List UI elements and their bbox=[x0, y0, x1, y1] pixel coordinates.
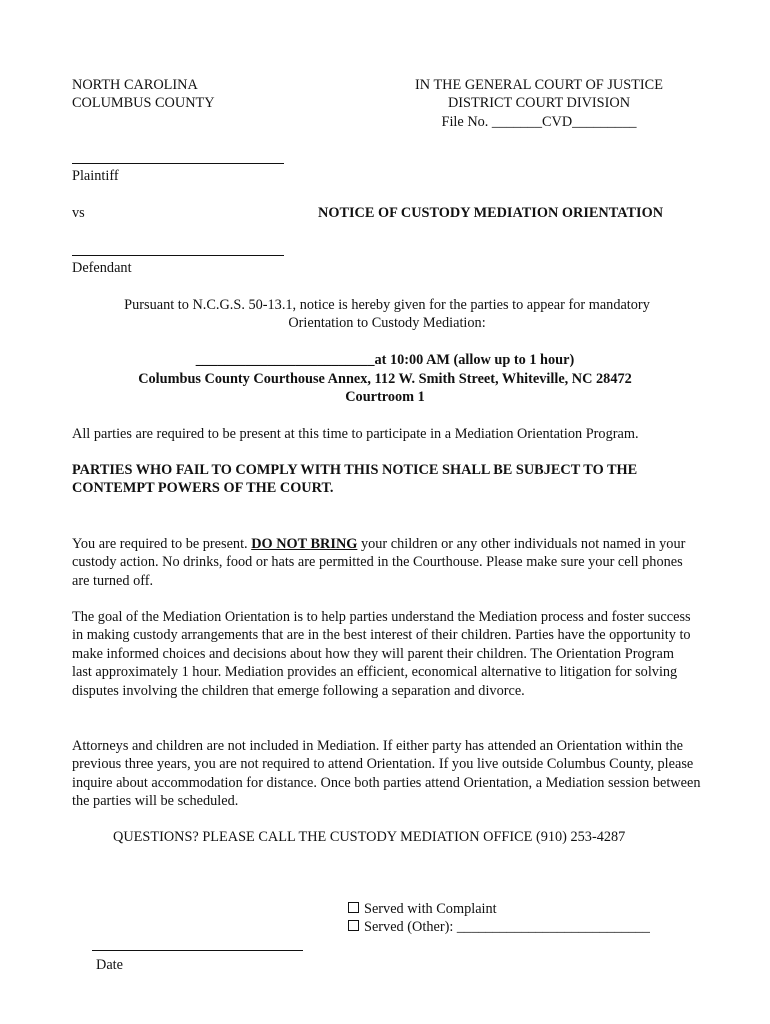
defendant-label: Defendant bbox=[72, 260, 132, 276]
county-label: COLUMBUS COUNTY bbox=[72, 95, 215, 111]
attendance-requirement: All parties are required to be present at this time to participate in a Mediation Orientation Program. bbox=[72, 426, 639, 442]
notice-title: NOTICE OF CUSTODY MEDIATION ORIENTATION bbox=[318, 205, 664, 221]
served-other-label: Served (Other): ___________________________ bbox=[364, 919, 650, 935]
served-other-checkbox[interactable] bbox=[348, 920, 359, 931]
served-with-complaint-option[interactable] bbox=[348, 900, 497, 918]
court-name: IN THE GENERAL COURT OF JUSTICE bbox=[415, 77, 663, 93]
served-with-complaint-checkbox[interactable] bbox=[348, 902, 359, 913]
questions-contact: QUESTIONS? PLEASE CALL THE CUSTODY MEDIATION OFFICE (910) 253-4287 bbox=[113, 829, 626, 845]
goal-paragraph: The goal of the Mediation Orientation is to help parties understand the Mediation process and foster success in making custody arrangements that are in the best interest of their children. Parties have the opportunity to make informed choices and decisions about how they will parent their children. The Orientation Program last approximately 1 hour. Mediation provides an efficient, economical alternative to litigation for solving disputes involving the children that emerge following a separation and divorce. bbox=[72, 609, 691, 699]
court-division: DISTRICT COURT DIVISION bbox=[447, 95, 631, 111]
do-not-bring-emphasis: DO NOT BRING bbox=[251, 536, 358, 552]
appointment-room: Courtroom 1 bbox=[345, 389, 425, 405]
appointment-location: Columbus County Courthouse Annex, 112 W. Smith Street, Whiteville, NC 28472 bbox=[138, 371, 632, 387]
presence-lead: You are required to be present. bbox=[72, 536, 252, 552]
date-signature-line bbox=[92, 950, 303, 951]
presence-paragraph bbox=[72, 535, 702, 590]
intro-line-1: Pursuant to N.C.G.S. 50-13.1, notice is hereby given for the parties to appear for mandatory bbox=[124, 297, 650, 313]
defendant-signature-line bbox=[72, 255, 284, 256]
state-label: NORTH CAROLINA bbox=[72, 77, 198, 93]
file-number: File No. _______CVD_________ bbox=[441, 114, 637, 130]
versus-label: vs bbox=[72, 205, 85, 221]
plaintiff-label: Plaintiff bbox=[72, 168, 119, 184]
served-with-complaint-label: Served with Complaint bbox=[364, 901, 497, 917]
attorneys-paragraph: Attorneys and children are not included in Mediation. If either party has attended an Orientation within the previous three years, you are not required to attend Orientation. If you live outside Columbus County, please inquire about accommodation for distance. Once both parties attend Orientation, a Mediation session between the parties will be scheduled. bbox=[72, 738, 701, 810]
presence-rest: your children or any other individuals not named in your custody action. No drinks, food or hats are permitted in the Courthouse. Please make sure your cell phones are turned off. bbox=[72, 536, 686, 589]
contempt-warning: PARTIES WHO FAIL TO COMPLY WITH THIS NOTICE SHALL BE SUBJECT TO THE CONTEMPT POWERS OF THE COURT. bbox=[72, 462, 638, 497]
served-other-option[interactable] bbox=[348, 918, 650, 936]
intro-line-2: Orientation to Custody Mediation: bbox=[288, 315, 486, 331]
date-label: Date bbox=[96, 957, 123, 973]
appointment-time: _________________________at 10:00 AM (allow up to 1 hour) bbox=[195, 352, 575, 368]
plaintiff-signature-line bbox=[72, 163, 284, 164]
